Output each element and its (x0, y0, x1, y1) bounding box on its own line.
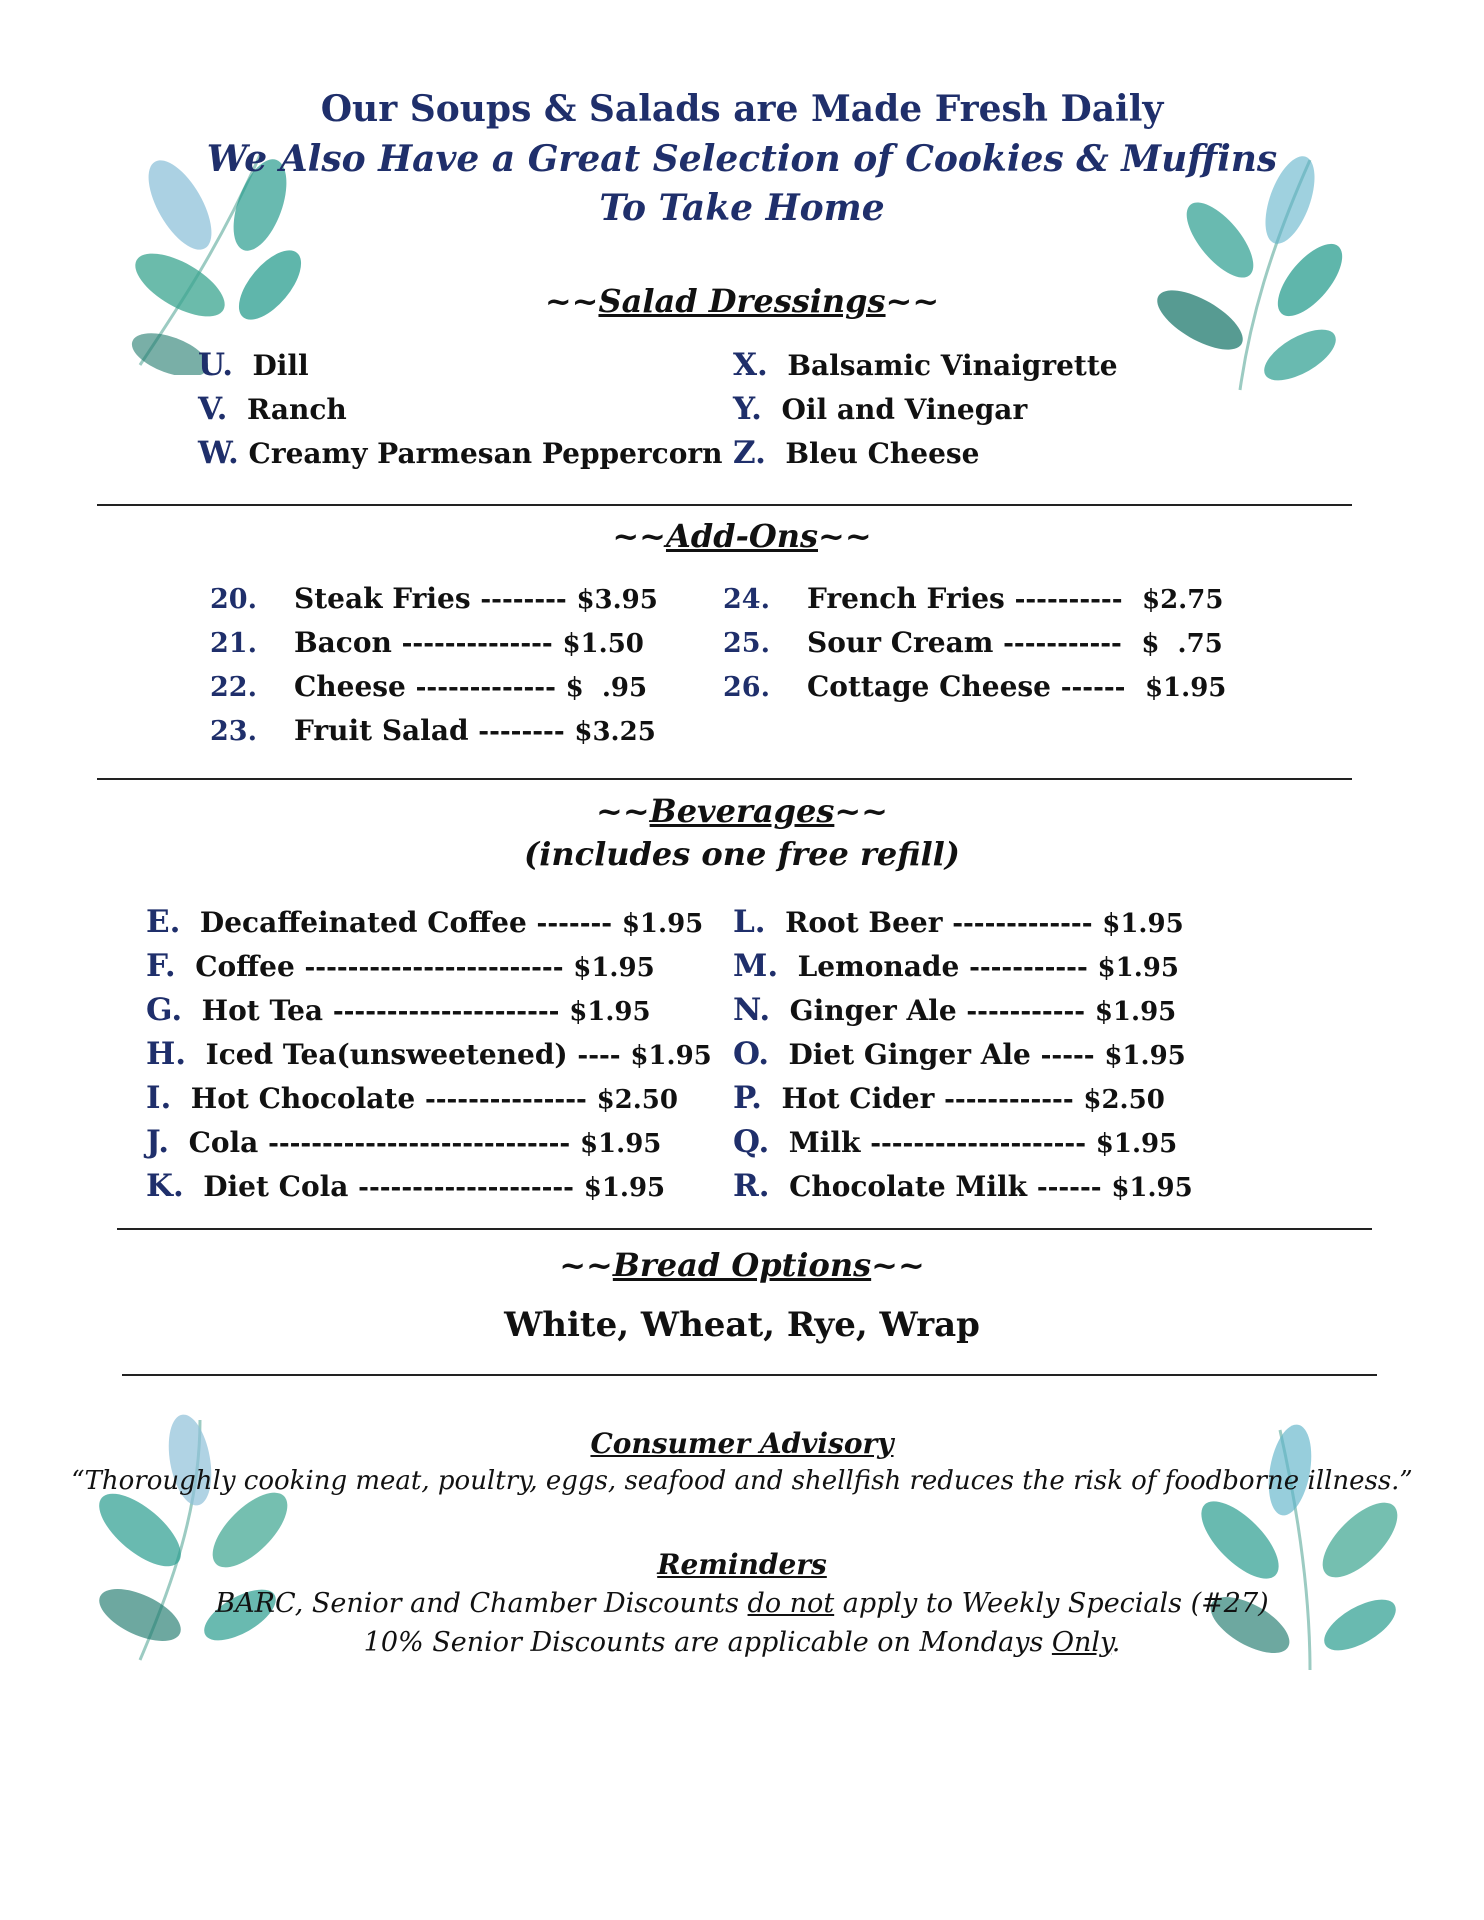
beverage-leader: ---------------------------- (268, 1129, 571, 1159)
beverage-name: Hot Tea (201, 994, 324, 1027)
beverage-name: Diet Ginger Ale (788, 1038, 1031, 1071)
beverage-leader: ------------------------ (304, 953, 564, 983)
dressing-item: W. Creamy Parmesan Peppercorn (198, 435, 723, 471)
beverage-price: $1.95 (583, 1173, 666, 1203)
beverage-code: I. (146, 1080, 172, 1116)
header-line-2: We Also Have a Great Selection of Cookies & Muffins (206, 138, 1278, 180)
beverage-item (146, 992, 651, 1028)
beverage-code: N. (733, 992, 771, 1028)
beverage-price: $1.95 (1094, 997, 1177, 1027)
advisory-title: Consumer Advisory (590, 1427, 894, 1460)
beverage-price: $1.95 (579, 1129, 662, 1159)
beverage-price: $1.95 (1104, 1041, 1186, 1071)
beverage-leader: --------------- (424, 1085, 587, 1115)
beverage-price: $2.50 (596, 1085, 678, 1115)
beverage-price: $1.95 (573, 953, 655, 983)
beverages-heading: ~~Beverages~~ (596, 792, 888, 830)
beverage-name: Chocolate Milk (789, 1170, 1028, 1203)
beverage-item (146, 1080, 678, 1116)
beverage-price: $1.95 (569, 997, 651, 1027)
dressing-item: Y. Oil and Vinegar (733, 391, 1028, 427)
dressing-item: U. Dill (198, 347, 309, 383)
beverage-leader: --------------------- (332, 997, 560, 1027)
beverage-code: F. (146, 948, 176, 984)
beverage-code: Q. (733, 1124, 770, 1160)
header-line-1: Our Soups & Salads are Made Fresh Daily (320, 88, 1164, 130)
divider (117, 1228, 1372, 1230)
beverage-item (733, 1036, 1186, 1072)
beverage-leader: ------------ (944, 1085, 1074, 1115)
beverages-subtitle: (includes one free refill) (524, 835, 960, 873)
beverage-item (146, 1036, 712, 1072)
beverage-price: $1.95 (621, 909, 704, 939)
beverage-code: O. (733, 1036, 769, 1072)
reminders-line-2: 10% Senior Discounts are applicable on Mondays Only. (363, 1627, 1121, 1658)
beverage-code: R. (733, 1168, 770, 1204)
addons-title: Add-Ons (665, 517, 818, 555)
beverage-leader: -------------------- (870, 1129, 1087, 1159)
beverage-item (733, 1168, 1193, 1204)
bread-heading: ~~Bread Options~~ (559, 1246, 925, 1284)
beverage-item (146, 948, 655, 984)
beverage-code: H. (146, 1036, 187, 1072)
beverage-name: Milk (788, 1126, 861, 1159)
addon-item: 26. Cottage Cheese ------ $1.95 (723, 670, 1227, 703)
beverage-price: $1.95 (1111, 1173, 1193, 1203)
beverage-item (733, 1080, 1165, 1116)
addon-item: 22. Cheese ------------- $ .95 (210, 670, 648, 703)
beverage-name: Iced Tea(unsweetened) (205, 1038, 568, 1071)
header-line-3: To Take Home (599, 187, 885, 229)
beverage-leader: ----- (1040, 1041, 1095, 1071)
beverage-leader: ------- (536, 909, 613, 939)
bread-title: Bread Options (612, 1246, 872, 1284)
beverage-leader: ------ (1036, 1173, 1102, 1203)
divider (97, 504, 1352, 506)
beverage-item (733, 904, 1184, 940)
beverage-price: $1.95 (1102, 909, 1184, 939)
dressings-title: Salad Dressings (598, 282, 886, 320)
addon-item: 20. Steak Fries -------- $3.95 (210, 582, 658, 615)
beverage-name: Hot Chocolate (190, 1082, 416, 1115)
beverage-price: $2.50 (1083, 1085, 1165, 1115)
beverage-code: L. (733, 904, 766, 940)
beverage-name: Diet Cola (203, 1170, 349, 1203)
addon-item: 24. French Fries ---------- $2.75 (723, 582, 1224, 615)
bread-options: White, Wheat, Rye, Wrap (504, 1305, 980, 1345)
beverage-item (733, 992, 1176, 1028)
beverage-code: J. (146, 1124, 170, 1160)
beverage-name: Lemonade (797, 950, 960, 983)
beverage-item (146, 1168, 665, 1204)
beverage-name: Root Beer (785, 906, 943, 939)
beverage-leader: ----------- (966, 997, 1086, 1027)
addons-heading: ~~Add-Ons~~ (612, 517, 872, 555)
beverage-code: G. (146, 992, 183, 1028)
beverage-code: P. (733, 1080, 762, 1116)
beverage-code: K. (146, 1168, 184, 1204)
divider (122, 1374, 1377, 1376)
reminders-line-1: BARC, Senior and Chamber Discounts do not apply to Weekly Specials (#27) (215, 1588, 1269, 1619)
addon-item: 25. Sour Cream ----------- $ .75 (723, 626, 1223, 659)
beverage-name: Hot Cider (781, 1082, 935, 1115)
beverage-item (146, 1124, 661, 1160)
dressings-heading: ~~Salad Dressings~~ (544, 282, 940, 320)
beverage-item (146, 904, 703, 940)
beverage-leader: -------------------- (358, 1173, 574, 1203)
dressing-item: Z. Bleu Cheese (733, 435, 980, 471)
dressing-item: X. Balsamic Vinaigrette (733, 347, 1118, 383)
addon-item: 23. Fruit Salad -------- $3.25 (210, 714, 656, 747)
advisory-text: “Thoroughly cooking meat, poultry, eggs, seafood and shellfish reduces the risk of foodborne illness.” (71, 1466, 1413, 1496)
beverage-code: E. (146, 904, 181, 940)
beverage-price: $1.95 (630, 1041, 712, 1071)
beverage-name: Coffee (195, 950, 295, 983)
beverage-leader: ---- (577, 1041, 621, 1071)
divider (97, 778, 1352, 780)
beverage-leader: ----------- (969, 953, 1088, 983)
beverage-name: Cola (188, 1126, 259, 1159)
beverage-name: Ginger Ale (789, 994, 957, 1027)
beverage-item (733, 948, 1179, 984)
beverage-code: M. (733, 948, 779, 984)
beverage-price: $1.95 (1095, 1129, 1178, 1159)
beverages-title: Beverages (649, 792, 835, 830)
reminders-title: Reminders (657, 1548, 827, 1581)
beverage-name: Decaffeinated Coffee (199, 906, 527, 939)
beverage-leader: ------------- (952, 909, 1093, 939)
addon-item: 21. Bacon -------------- $1.50 (210, 626, 644, 659)
beverage-price: $1.95 (1097, 953, 1179, 983)
dressing-item: V. Ranch (198, 391, 347, 427)
beverage-item (733, 1124, 1177, 1160)
